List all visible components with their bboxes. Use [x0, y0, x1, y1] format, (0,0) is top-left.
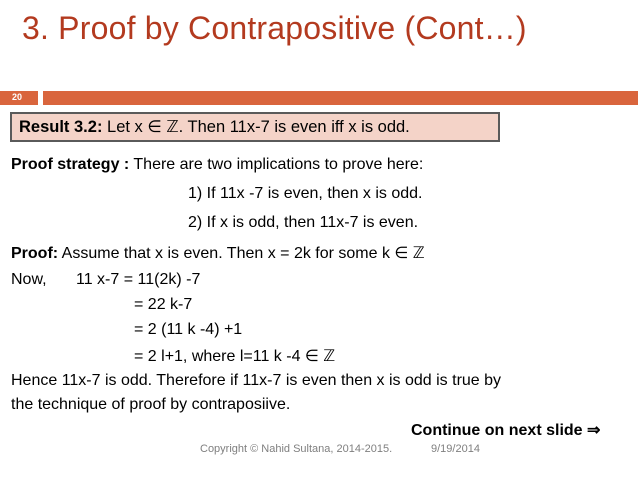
result-label: Result 3.2: — [19, 118, 103, 136]
result-body: Let x ∈ ℤ. Then 11x-7 is even iff x is odd. — [102, 118, 410, 136]
proof-step: = 2 (11 k -4) +1 — [134, 321, 243, 338]
slide-number: 20 — [12, 92, 23, 102]
proof-strategy-line — [11, 156, 423, 174]
proof-step: 11 x-7 = 11(2k) -7 — [76, 271, 201, 288]
proof-label: Proof: — [11, 245, 59, 262]
title-divider-bar — [43, 91, 638, 105]
now-label: Now, — [11, 271, 47, 288]
conclusion-line: Hence 11x-7 is odd. Therefore if 11x-7 is even then x is odd is true by — [11, 372, 502, 389]
proof-text: Assume that x is even. Then x = 2k for some k ∈ ℤ — [58, 245, 425, 262]
result-statement — [19, 117, 410, 137]
proof-line — [11, 243, 425, 263]
proof-step: = 22 k-7 — [134, 296, 193, 313]
strategy-item: 2) If x is odd, then 11x-7 is even. — [188, 214, 419, 231]
conclusion-line: the technique of proof by contraposiive. — [11, 396, 291, 413]
proof-step: = 2 l+1, where l=11 k -4 ∈ ℤ — [134, 348, 336, 365]
continue-note: Continue on next slide ⇒ — [411, 422, 601, 439]
strategy-label: Proof strategy : — [11, 156, 130, 173]
footer-date: 9/19/2014 — [431, 443, 480, 455]
strategy-text: There are two implications to prove here: — [129, 156, 424, 173]
footer-copyright: Copyright © Nahid Sultana, 2014-2015. — [200, 443, 393, 455]
slide-title: 3. Proof by Contrapositive (Cont…) — [22, 10, 527, 46]
strategy-item: 1) If 11x -7 is even, then x is odd. — [188, 185, 423, 202]
